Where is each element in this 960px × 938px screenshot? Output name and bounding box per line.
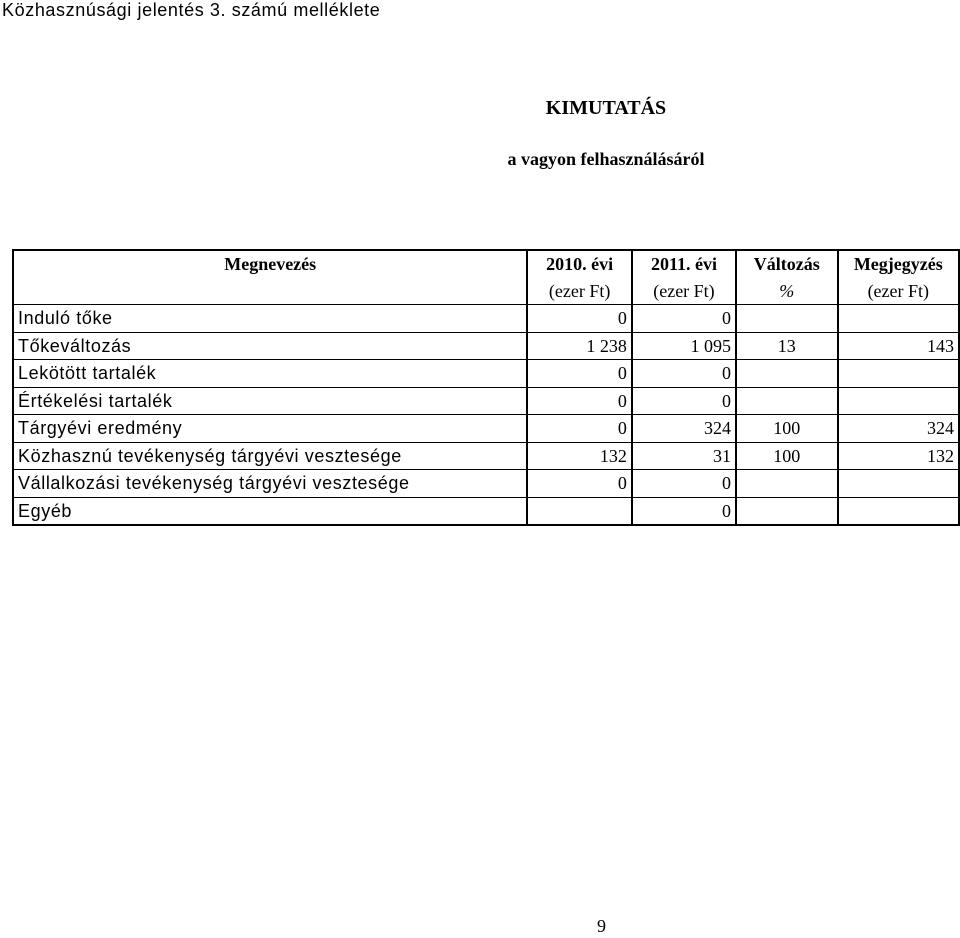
row-label: Tárgyévi eredmény bbox=[13, 415, 527, 443]
cell-2010: 0 bbox=[527, 360, 631, 388]
cell-2010: 0 bbox=[527, 415, 631, 443]
table-row bbox=[13, 442, 959, 470]
asset-usage-table bbox=[12, 249, 960, 526]
column-header-2011: 2011. évi bbox=[632, 250, 736, 278]
table-row bbox=[13, 415, 959, 443]
cell-note bbox=[838, 497, 959, 525]
cell-2010 bbox=[527, 497, 631, 525]
column-unit-2011: (ezer Ft) bbox=[632, 278, 736, 305]
cell-note bbox=[838, 470, 959, 498]
header-row-top bbox=[13, 250, 959, 278]
cell-change bbox=[736, 497, 838, 525]
cell-2011: 1 095 bbox=[632, 332, 736, 360]
row-label: Induló tőke bbox=[13, 305, 527, 333]
table-row bbox=[13, 332, 959, 360]
cell-2010: 0 bbox=[527, 305, 631, 333]
page-number: 9 bbox=[597, 916, 606, 936]
cell-2010: 0 bbox=[527, 470, 631, 498]
column-unit-note: (ezer Ft) bbox=[838, 278, 959, 305]
cell-2010: 132 bbox=[527, 442, 631, 470]
cell-change bbox=[736, 305, 838, 333]
cell-2011: 324 bbox=[632, 415, 736, 443]
column-unit-name bbox=[13, 278, 527, 305]
cell-change: 13 bbox=[736, 332, 838, 360]
cell-2011: 0 bbox=[632, 360, 736, 388]
cell-2011: 0 bbox=[632, 305, 736, 333]
table-row bbox=[13, 360, 959, 388]
document-header: Közhasznúsági jelentés 3. számú melléklete bbox=[2, 0, 381, 20]
cell-note: 324 bbox=[838, 415, 959, 443]
column-header-change: Változás bbox=[736, 250, 838, 278]
cell-note: 132 bbox=[838, 442, 959, 470]
cell-note: 143 bbox=[838, 332, 959, 360]
cell-note bbox=[838, 305, 959, 333]
table-row bbox=[13, 497, 959, 525]
cell-2011: 31 bbox=[632, 442, 736, 470]
column-header-note: Megjegyzés bbox=[838, 250, 959, 278]
cell-change: 100 bbox=[736, 415, 838, 443]
cell-2010: 1 238 bbox=[527, 332, 631, 360]
cell-change: 100 bbox=[736, 442, 838, 470]
cell-note bbox=[838, 360, 959, 388]
cell-change bbox=[736, 360, 838, 388]
cell-change bbox=[736, 387, 838, 415]
table-row bbox=[13, 387, 959, 415]
cell-2011: 0 bbox=[632, 497, 736, 525]
row-label: Tőkeváltozás bbox=[13, 332, 527, 360]
page-subtitle: a vagyon felhasználásáról bbox=[507, 149, 705, 169]
row-label: Közhasznú tevékenység tárgyévi vesztesége bbox=[13, 442, 527, 470]
column-header-name: Megnevezés bbox=[13, 250, 527, 278]
header-row-units bbox=[13, 278, 959, 305]
table-row bbox=[13, 305, 959, 333]
table-row bbox=[13, 470, 959, 498]
row-label: Vállalkozási tevékenység tárgyévi vesztesége bbox=[13, 470, 527, 498]
page-title: KIMUTATÁS bbox=[545, 97, 667, 119]
column-unit-2010: (ezer Ft) bbox=[527, 278, 631, 305]
column-unit-change: % bbox=[736, 278, 838, 305]
cell-note bbox=[838, 387, 959, 415]
cell-2011: 0 bbox=[632, 387, 736, 415]
column-header-2010: 2010. évi bbox=[527, 250, 631, 278]
cell-change bbox=[736, 470, 838, 498]
cell-2010: 0 bbox=[527, 387, 631, 415]
cell-2011: 0 bbox=[632, 470, 736, 498]
row-label: Lekötött tartalék bbox=[13, 360, 527, 388]
row-label: Egyéb bbox=[13, 497, 527, 525]
row-label: Értékelési tartalék bbox=[13, 387, 527, 415]
